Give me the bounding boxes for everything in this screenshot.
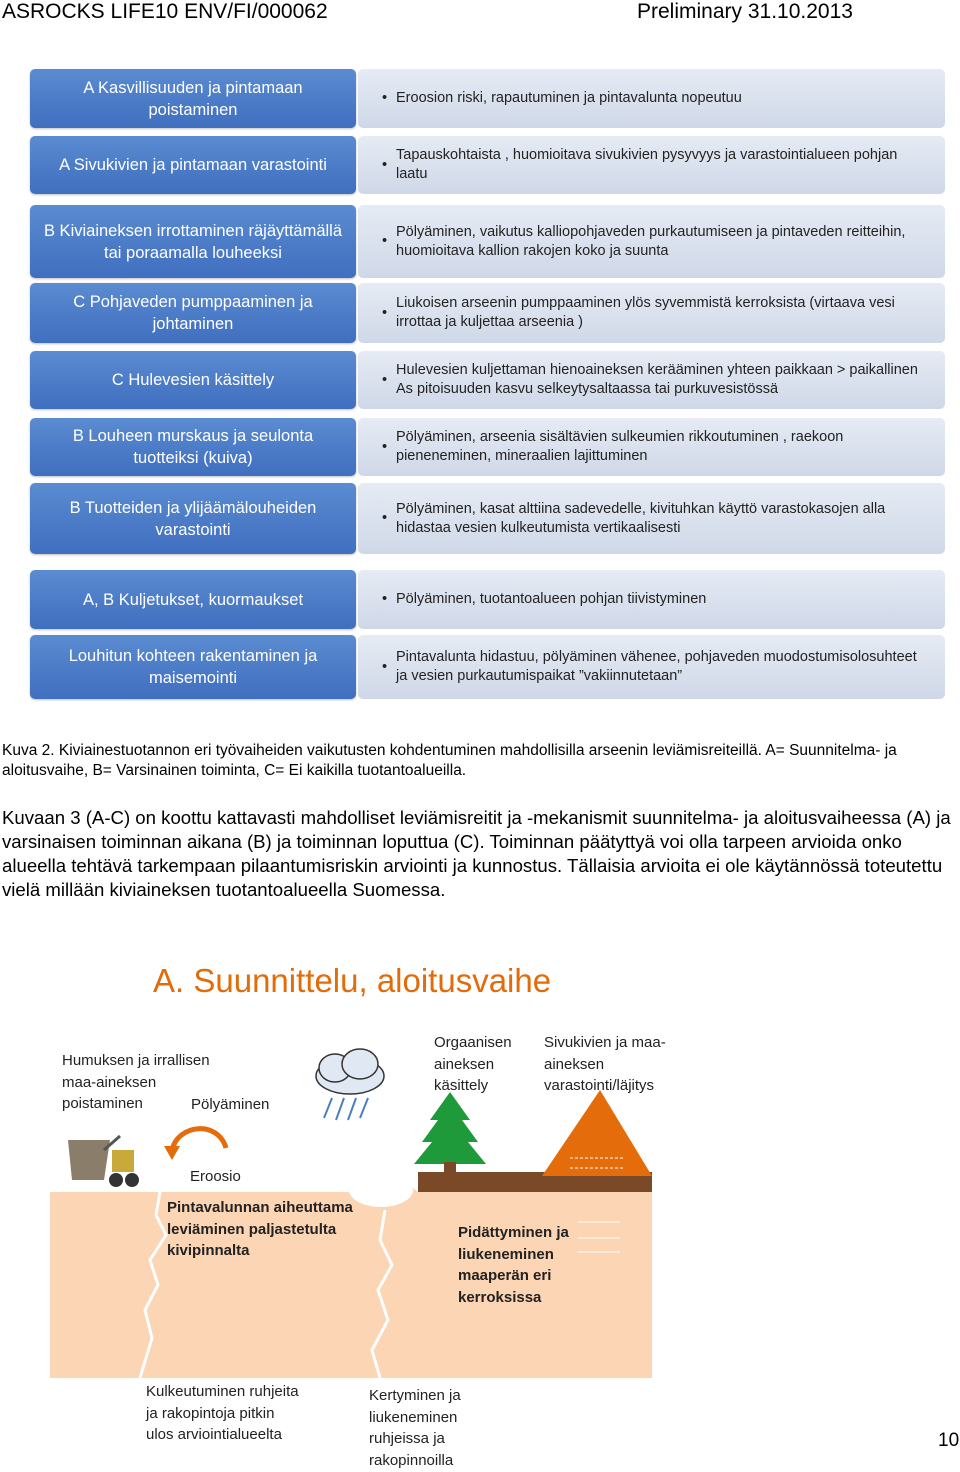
tree-trunk: [444, 1162, 456, 1174]
phase-label: C Pohjaveden pumppaaminen ja johtaminen: [30, 283, 356, 343]
bullet-icon: •: [382, 90, 388, 106]
phase-effect-text: Pintavalunta hidastuu, pölyäminen vähenee, pohjaveden muodostumisolosuhteet ja vesien purkautumispaikat ”vakiinnutetaan”: [396, 649, 917, 684]
phase-label: C Hulevesien käsittely: [30, 351, 356, 409]
phase-effect-text: Liukoisen arseenin pumppaaminen ylös syvemmistä kerroksista (virtaava vesi irrottaa ja kuljettaa arseenia ): [396, 295, 895, 330]
sidestone-label: Sivukivien ja maa- aineksen varastointi/läjitys: [544, 1034, 666, 1094]
bullet-icon: •: [382, 438, 388, 455]
bullet-icon: •: [382, 371, 388, 388]
phase-label: Louhitun kohteen rakentaminen ja maisemointi: [30, 635, 356, 699]
sidestone-pile: [542, 1090, 652, 1176]
figure-caption: Kuva 2. Kiviainestuotannon eri työvaiheiden vaikutusten kohdentuminen mahdollisilla arseenin leviämisreiteillä. A= Suunnitelma- ja aloitusvaihe, B= Varsinainen toiminta, C= Ei kaikilla tuotantoalueilla.: [2, 742, 897, 779]
bullet-icon: •: [382, 658, 388, 675]
excavator-icon: [68, 1136, 139, 1187]
bullet-icon: •: [382, 156, 388, 173]
transport-label: Kulkeutuminen ruhjeita ja rakopintoja pitkin ulos arviointialueelta: [146, 1383, 299, 1443]
phase-label: A Kasvillisuuden ja pintamaan poistaminen: [30, 69, 356, 128]
bullet-icon: •: [382, 304, 388, 321]
phase-effect-text: Pölyäminen, vaikutus kalliopohjaveden purkautumiseen ja pintaveden reitteihin, huomioitava kallion rakojen koko ja suunta: [396, 223, 906, 259]
phase-label: A, B Kuljetukset, kuormaukset: [30, 570, 356, 629]
erosion-arrowhead: [164, 1146, 180, 1160]
phase-effect-text: Pölyäminen, kasat alttiina sadevedelle, kivituhkan käyttö varastokasojen alla hidastaa vesien kulkeutumista vertikaalisesti: [396, 500, 886, 536]
dust-label: Pölyäminen: [191, 1096, 270, 1113]
phase-label: B Louheen murskaus ja seulonta tuotteiksi (kuiva): [30, 418, 356, 476]
erosion-label: Eroosio: [190, 1168, 241, 1185]
runoff-label: Pintavalunnan aiheuttama leviäminen paljastetulta kivipinnalta: [167, 1199, 353, 1259]
organic-label: Orgaanisen aineksen käsittely: [434, 1034, 512, 1094]
humus-label: Humuksen ja irrallisen maa-aineksen poistaminen: [62, 1052, 210, 1112]
phase-label: B Tuotteiden ja ylijäämälouheiden varastointi: [30, 483, 356, 554]
retention-label: Pidättyminen ja liukeneminen maaperän eri kerroksissa: [458, 1224, 569, 1306]
phase-effect-text: Pölyäminen, arseenia sisältävien sulkeumien rikkoutuminen , raekoon pieneneminen, mineraalien lajittuminen: [396, 429, 844, 464]
phase-effect-text: Tapauskohtaista , huomioitava sivukivien pysyvyys ja varastointialueen pohjan laatu: [396, 147, 898, 182]
rain-cloud-icon: [316, 1049, 384, 1120]
phase-effect-text: Hulevesien kuljettaman hienoaineksen kerääminen yhteen paikkaan > paikallinen As pitoisuuden kasvu selkeytysaltaassa tai purkuvesistössä: [396, 362, 918, 397]
erosion-arrow: [172, 1129, 226, 1150]
figure-title: A. Suunnittelu, aloitusvaihe: [153, 962, 552, 999]
header-left: ASROCKS LIFE10 ENV/FI/000062: [2, 0, 328, 23]
phase-label: B Kiviaineksen irrottaminen räjäyttämällä tai poraamalla louheeksi: [30, 205, 356, 278]
phase-label: A Sivukivien ja pintamaan varastointi: [30, 136, 356, 194]
bullet-icon: •: [382, 591, 388, 607]
body-paragraph: Kuvaan 3 (A-C) on koottu kattavasti mahdolliset leviämisreitit ja -mekanismit suunnitelma- ja aloitusvaiheessa (A) ja varsinaisen toiminnan aikana (B) ja toiminnan loputtua (C). Toiminnan päätyttyä voi olla tarpeen arvioida onko alueella tehtävä tarkempaan pilaantumisriskin arviointi ja kunnostus. Tällaisia arvioita ei ole käytännössä toteutettu vielä millään kiviaineksen tuotantoalueella Suomessa.: [2, 807, 951, 900]
pond-shape: [349, 1173, 413, 1207]
tree-icon: [414, 1092, 486, 1164]
page-number: 10: [938, 1430, 960, 1451]
phase-effect-text: Eroosion riski, rapautuminen ja pintavalunta nopeutuu: [396, 90, 742, 106]
accumulation-label: Kertyminen ja liukeneminen ruhjeissa ja rakopinnoilla: [369, 1387, 461, 1469]
phase-effect-text: Pölyäminen, tuotantoalueen pohjan tiivistyminen: [396, 591, 707, 607]
bullet-icon: •: [382, 233, 388, 249]
header-right: Preliminary 31.10.2013: [637, 0, 853, 23]
bullet-icon: •: [382, 510, 388, 526]
